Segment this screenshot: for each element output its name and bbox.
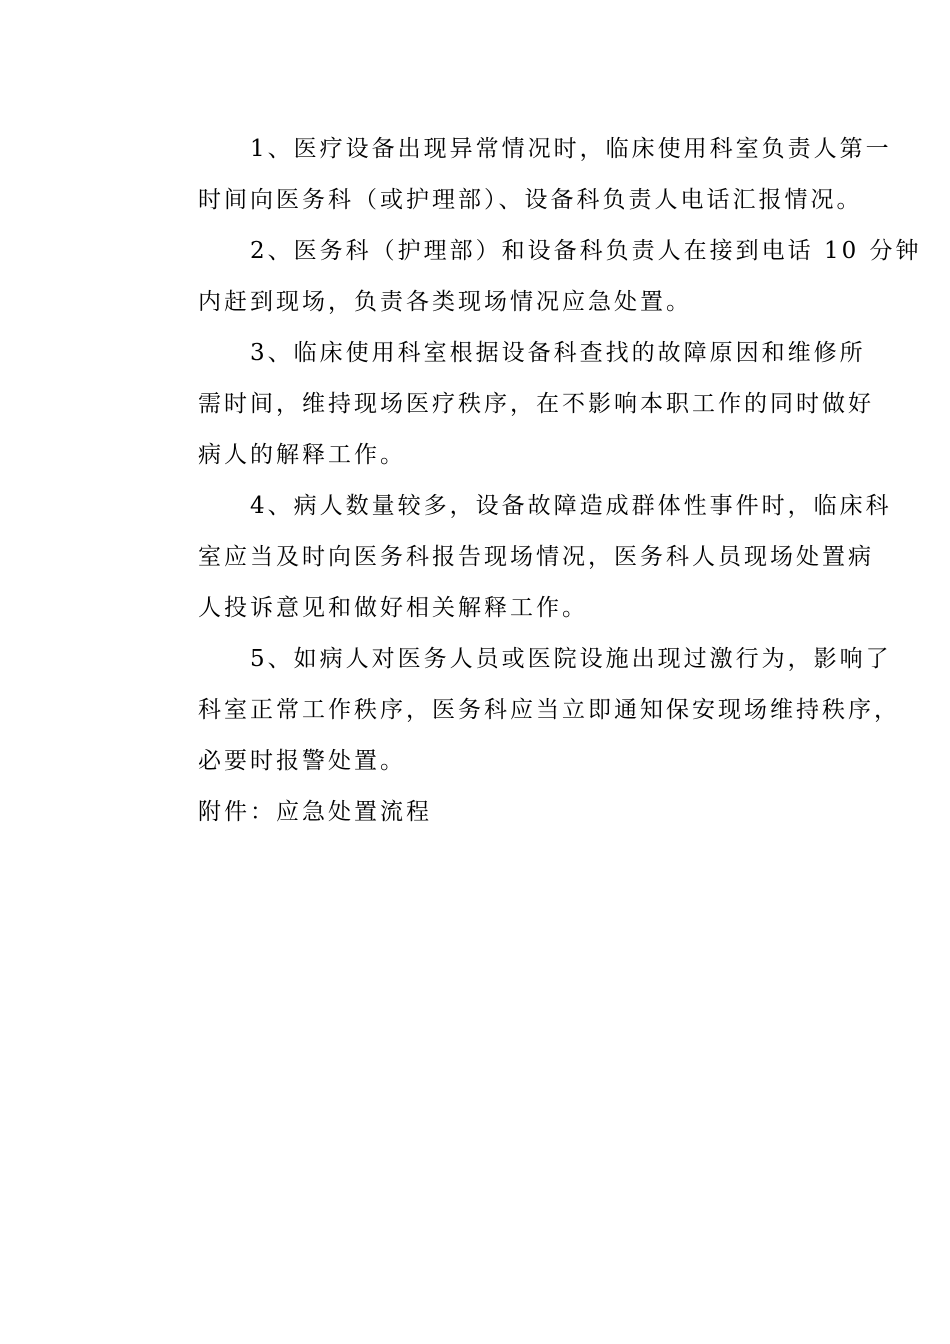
paragraph-1 [146, 124, 892, 226]
paragraph-line: 5、如病人对医务人员或医院设施出现过激行为，影响了 [250, 646, 892, 672]
paragraph-line: 病人的解释工作。 [198, 442, 406, 468]
paragraph-line: 4、病人数量较多，设备故障造成群体性事件时，临床科 [250, 493, 892, 519]
paragraph-line: 1、医疗设备出现异常情况时，临床使用科室负责人第一 [250, 136, 892, 162]
paragraph-line: 室应当及时向医务科报告现场情况，医务科人员现场处置病 [198, 544, 874, 570]
paragraph-line: 内赶到现场，负责各类现场情况应急处置。 [198, 289, 692, 315]
paragraph-line: 2、医务科（护理部）和设备科负责人在接到电话 10 分钟 [250, 238, 922, 264]
attachment-line: 附件：应急处置流程 [198, 799, 432, 825]
document-body [146, 124, 922, 838]
paragraph-line: 必要时报警处置。 [198, 748, 406, 774]
paragraph-line: 时间向医务科（或护理部）、设备科负责人电话汇报情况。 [198, 187, 863, 213]
paragraph-line: 3、临床使用科室根据设备科查找的故障原因和维修所 [250, 340, 866, 366]
paragraph-3 [146, 328, 874, 481]
paragraph-line: 需时间，维持现场医疗秩序，在不影响本职工作的同时做好 [198, 391, 874, 417]
paragraph-5 [146, 634, 900, 787]
paragraph-line: 人投诉意见和做好相关解释工作。 [198, 595, 588, 621]
paragraph-2 [146, 226, 922, 328]
paragraph-4 [146, 481, 892, 634]
paragraph-line: 科室正常工作秩序，医务科应当立即通知保安现场维持秩序， [198, 697, 900, 723]
